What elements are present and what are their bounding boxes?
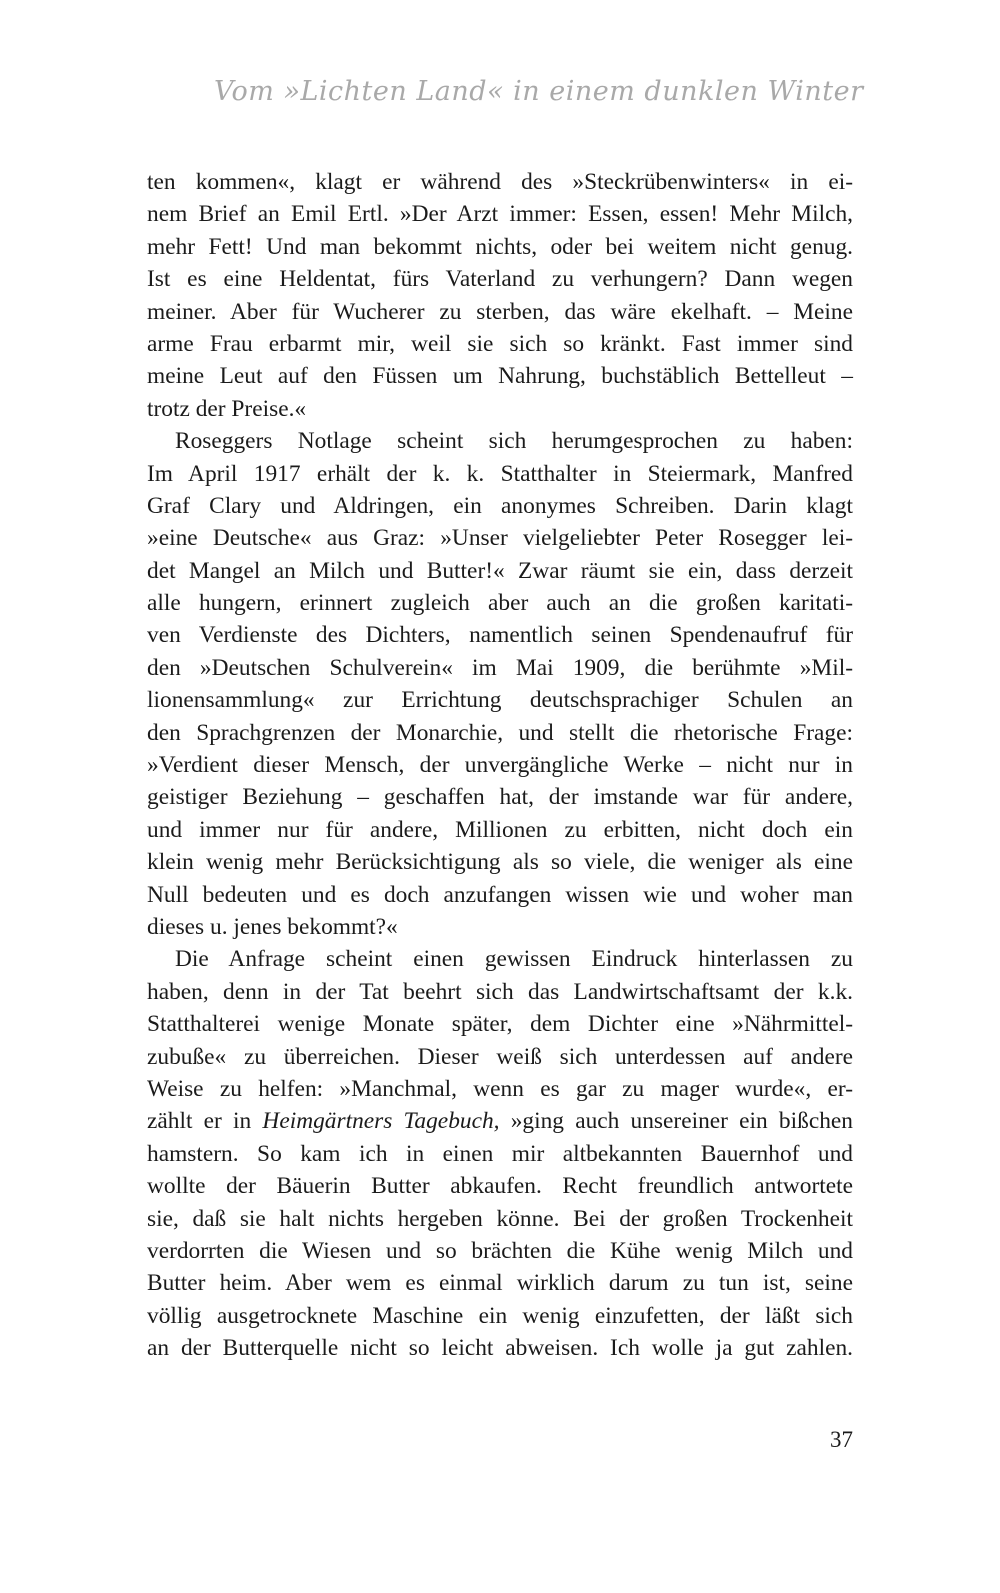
text-line: ven Verdienste des Dichters, namentlich seinen Spendenaufruf für — [147, 622, 853, 649]
text-line: meine Leut auf den Füssen um Nahrung, buchstäblich Bettelleut – — [147, 363, 853, 390]
text-line: alle hungern, erinnert zugleich aber auch an die großen karitati- — [147, 590, 853, 617]
text-line: Im April 1917 erhält der k. k. Statthalter in Steiermark, Manfred — [147, 460, 853, 487]
text-line: sie, daß sie halt nichts hergeben könne. Bei der großen Trockenheit — [147, 1205, 853, 1232]
text-line: und immer nur für andere, Millionen zu erbitten, nicht doch ein — [147, 816, 853, 843]
text-line: meiner. Aber für Wucherer zu sterben, das wäre ekelhaft. – Meine — [147, 298, 853, 325]
running-head: Vom »Lichten Land« in einem dunklen Winter — [214, 76, 864, 107]
body-text — [147, 166, 853, 1364]
text-line: lionensammlung« zur Errichtung deutschsprachiger Schulen an — [147, 687, 853, 714]
text-line: völlig ausgetrocknete Maschine ein wenig einzufetten, der läßt sich — [147, 1302, 853, 1329]
text-line: det Mangel an Milch und Butter!« Zwar räumt sie ein, dass derzeit — [147, 557, 853, 584]
text-line: an der Butterquelle nicht so leicht abweisen. Ich wolle ja gut zahlen. — [147, 1335, 853, 1362]
text-line: zählt er in Heimgärtners Tagebuch, »ging auch unsereiner ein bißchen — [147, 1108, 853, 1135]
text-line: klein wenig mehr Berücksichtigung als so viele, die weniger als eine — [147, 849, 853, 876]
text-line: Die Anfrage scheint einen gewissen Eindruck hinterlassen zu — [175, 946, 853, 973]
text-line: arme Frau erbarmt mir, weil sie sich so kränkt. Fast immer sind — [147, 330, 853, 357]
italic-title: Heimgärtners Tagebuch, — [262, 1108, 500, 1135]
text-line: geistiger Beziehung – geschaffen hat, der imstande war für andere, — [147, 784, 853, 811]
text-line: verdorrten die Wiesen und so brächten die Kühe wenig Milch und — [147, 1237, 853, 1264]
text-line: Roseggers Notlage scheint sich herumgesprochen zu haben: — [175, 428, 853, 455]
text-line: Statthalterei wenige Monate später, dem Dichter eine »Nährmittel- — [147, 1011, 853, 1038]
text-line: den »Deutschen Schulverein« im Mai 1909, die berühmte »Mil- — [147, 654, 853, 681]
paragraph — [147, 425, 853, 943]
text-line: ten kommen«, klagt er während des »Steckrübenwinters« in ei- — [147, 169, 853, 195]
text-line: Ist es eine Heldentat, fürs Vaterland zu verhungern? Dann wegen — [147, 266, 853, 293]
text-line: Butter heim. Aber wem es einmal wirklich darum zu tun ist, seine — [147, 1270, 853, 1297]
text-line: mehr Fett! Und man bekommt nichts, oder bei weitem nicht genug. — [147, 233, 853, 260]
paragraph — [147, 943, 853, 1364]
text-line: hamstern. So kam ich in einen mir altbekannten Bauernhof und — [147, 1140, 853, 1167]
text-line: wollte der Bäuerin Butter abkaufen. Recht freundlich antwortete — [147, 1173, 853, 1200]
paragraph — [147, 166, 853, 425]
text-line: nem Brief an Emil Ertl. »Der Arzt immer: Essen, essen! Mehr Milch, — [147, 201, 853, 228]
text-line: trotz der Preise.« — [147, 395, 307, 422]
text-line: Graf Clary und Aldringen, ein anonymes Schreiben. Darin klagt — [147, 492, 853, 519]
text-line: »eine Deutsche« aus Graz: »Unser vielgeliebter Peter Rosegger lei- — [147, 525, 853, 552]
text-line: haben, denn in der Tat beehrt sich das Landwirtschaftsamt der k.k. — [147, 978, 853, 1005]
text-line: »Verdient dieser Mensch, der unvergängliche Werke – nicht nur in — [147, 752, 853, 779]
text-line: Weise zu helfen: »Manchmal, wenn es gar zu mager wurde«, er- — [147, 1075, 853, 1102]
text-line: den Sprachgrenzen der Monarchie, und stellt die rhetorische Frage: — [147, 719, 853, 746]
text-line: zubuße« zu überreichen. Dieser weiß sich unterdessen auf andere — [147, 1043, 853, 1070]
page-number: 37 — [830, 1427, 853, 1452]
text-line: Null bedeuten und es doch anzufangen wissen wie und woher man — [147, 881, 853, 908]
text-line: dieses u. jenes bekommt?« — [147, 913, 398, 940]
